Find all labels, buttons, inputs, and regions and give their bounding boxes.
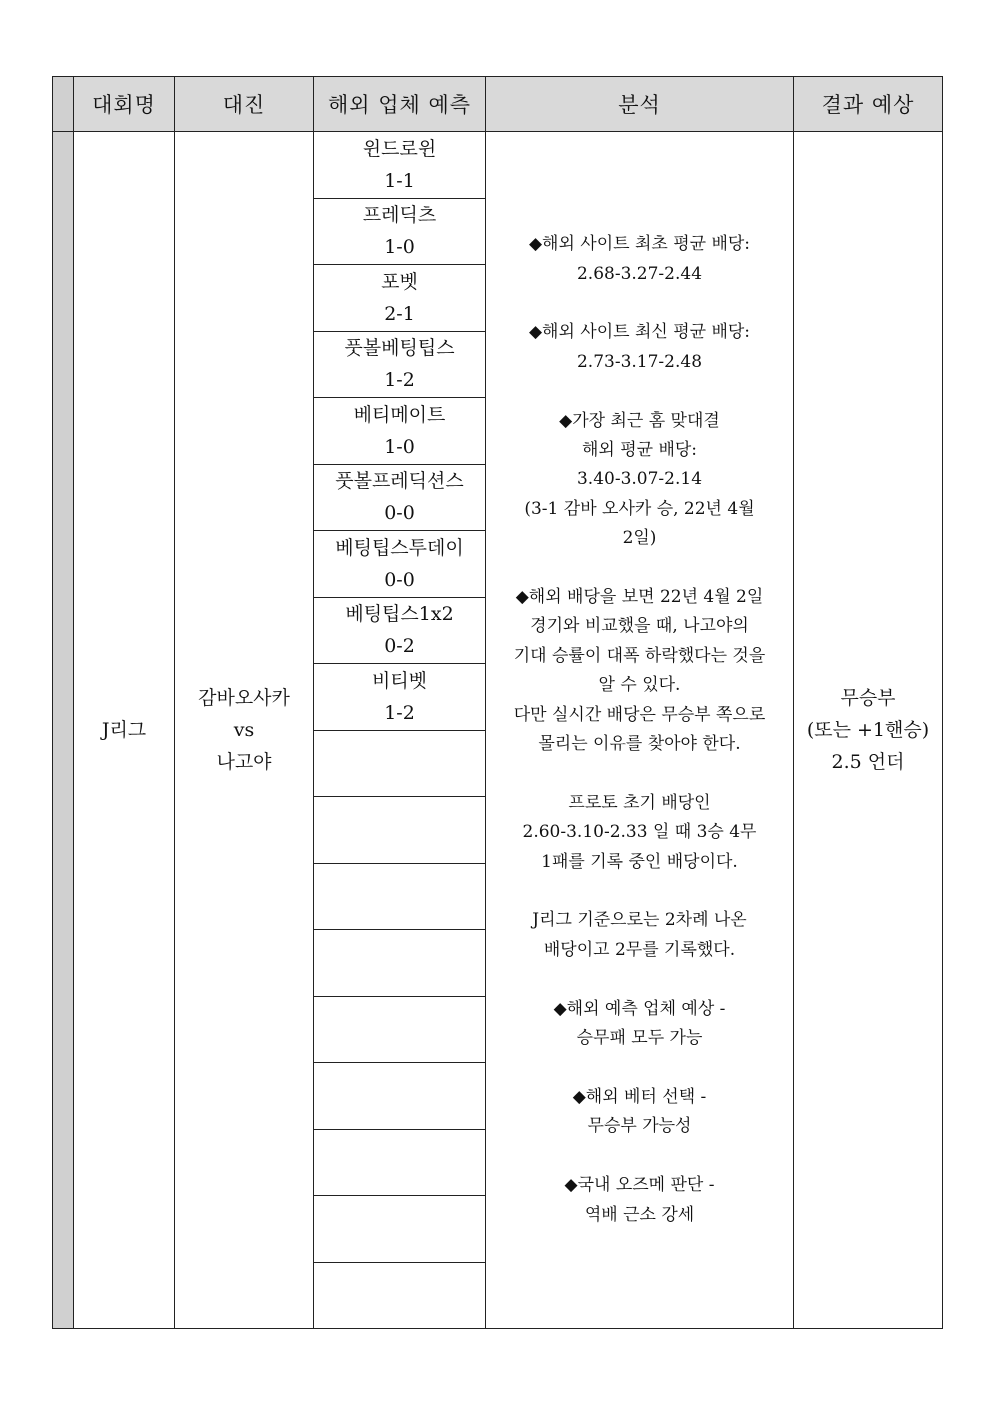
prediction-score: 0-0 <box>384 568 415 591</box>
prediction-entry <box>314 464 485 531</box>
prediction-score: 1-0 <box>384 236 415 259</box>
home-team: 감바오사카 <box>198 687 290 709</box>
prediction-entry <box>314 398 485 465</box>
header-match: 대진 <box>175 77 314 132</box>
league-cell: J리그 <box>74 132 175 1329</box>
prediction-score: 0-2 <box>384 635 415 658</box>
prediction-entry <box>314 1196 485 1263</box>
result-text: 무승부 (또는 +1핸승) 2.5 언더 <box>806 687 930 773</box>
header-stripe <box>53 77 74 132</box>
prediction-site: 비티벳 <box>371 669 428 692</box>
prediction-score: 1-2 <box>384 369 415 392</box>
analysis-text: ◆해외 사이트 최초 평균 배당: 2.68-3.27-2.44 ◆해외 사이트 최신 평균 배당: 2.73-3.17-2.48 ◆가장 최근 홈 맞대결 해외 평균 배당: 3.40-3.07-2.14 (3-1 감바 오사카 승, 22년 4월 2일) ◆해외 배당을 보면 22년 4월 2일 경기와 비교했을 때, 나고야의 기대 승률이 대폭 하락했다는 것을 알 수 있다. 다만 실시간 배당은 무승부 쪽으로 몰리는 이유를 찾아야 한다. 프로토 초기 배당인 2.60-3.10-2.33 일 때 3승 4무 1패를 기록 중인 배당이다. J리그 기준으로는 2차례 나온 배당이고 2무를 기록했다. ◆해외 예측 업체 예상 - 승무패 모두 가능 ◆해외 베터 선택 - 무승부 가능성 ◆국내 오즈메 판단 - 역배 근소 강세 <box>513 234 766 1225</box>
match-row <box>53 132 943 1329</box>
prediction-site: 풋볼베팅팁스 <box>344 337 455 360</box>
prediction-row <box>314 797 485 864</box>
prediction-row <box>314 464 485 531</box>
predictions-cell <box>314 132 486 1329</box>
prediction-row <box>314 930 485 997</box>
prediction-entry <box>314 132 485 198</box>
prediction-row <box>314 398 485 465</box>
prediction-row <box>314 863 485 930</box>
vs-label: vs <box>233 719 255 741</box>
result-cell <box>794 132 943 1329</box>
prediction-entry <box>314 265 485 332</box>
prediction-row <box>314 1063 485 1130</box>
header-league: 대회명 <box>74 77 175 132</box>
prediction-row <box>314 730 485 797</box>
prediction-row <box>314 331 485 398</box>
prediction-entry <box>314 1262 485 1328</box>
prediction-entry <box>314 996 485 1063</box>
prediction-score: 1-0 <box>384 435 415 458</box>
prediction-entry <box>314 531 485 598</box>
analysis-cell <box>486 132 794 1329</box>
prediction-entry <box>314 730 485 797</box>
prediction-row <box>314 132 485 198</box>
prediction-score: 2-1 <box>384 302 415 325</box>
prediction-site: 포벳 <box>381 270 418 293</box>
header-result: 결과 예상 <box>794 77 943 132</box>
prediction-score: 1-2 <box>384 701 415 724</box>
prediction-row <box>314 531 485 598</box>
prediction-row <box>314 597 485 664</box>
prediction-row <box>314 664 485 731</box>
prediction-score: 0-0 <box>384 502 415 525</box>
prediction-row <box>314 265 485 332</box>
prediction-site: 베티메이트 <box>353 403 446 426</box>
header-row <box>53 77 943 132</box>
prediction-entry <box>314 664 485 731</box>
prediction-row <box>314 996 485 1063</box>
prediction-row <box>314 198 485 265</box>
match-prediction-table <box>52 76 943 1329</box>
prediction-entry <box>314 1063 485 1130</box>
prediction-site: 베팅팁스1x2 <box>345 603 454 626</box>
match-cell <box>175 132 314 1329</box>
prediction-entry <box>314 198 485 265</box>
prediction-site: 베팅팁스투데이 <box>335 536 464 559</box>
away-team: 나고야 <box>216 751 272 773</box>
prediction-site: 풋볼프레딕션스 <box>335 470 464 493</box>
prediction-entry <box>314 863 485 930</box>
prediction-entry <box>314 597 485 664</box>
prediction-site: 윈드로윈 <box>362 137 437 160</box>
prediction-entry <box>314 331 485 398</box>
prediction-row <box>314 1129 485 1196</box>
prediction-site: 프레딕츠 <box>362 204 437 227</box>
prediction-entry <box>314 797 485 864</box>
prediction-row <box>314 1196 485 1263</box>
prediction-entry <box>314 930 485 997</box>
predictions-list <box>314 132 485 1328</box>
prediction-row <box>314 1262 485 1328</box>
prediction-score: 1-1 <box>384 169 415 192</box>
header-predictions: 해외 업체 예측 <box>314 77 486 132</box>
prediction-entry <box>314 1129 485 1196</box>
header-analysis: 분석 <box>486 77 794 132</box>
row-stripe <box>53 132 74 1329</box>
